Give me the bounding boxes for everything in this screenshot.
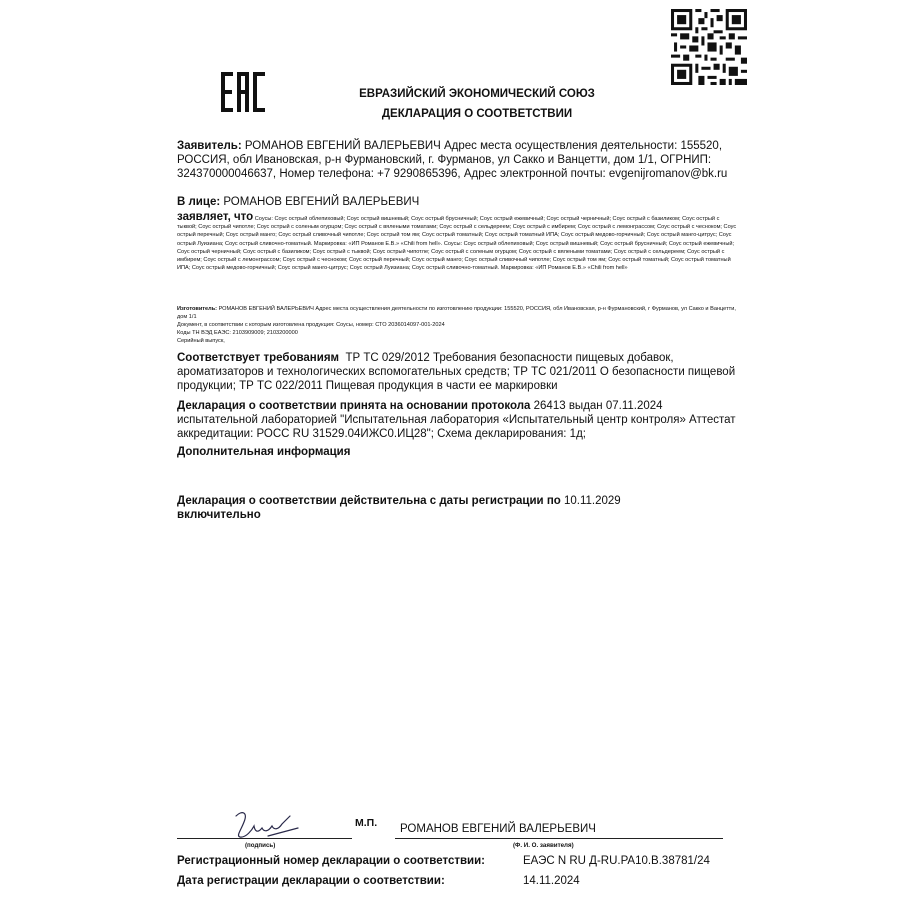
manufacturer-block bbox=[177, 306, 737, 346]
person-block bbox=[177, 196, 419, 208]
signature-line bbox=[177, 838, 352, 839]
registration-date: 14.11.2024 bbox=[523, 875, 580, 887]
signatory-name: РОМАНОВ ЕВГЕНИЙ ВАЛЕРЬЕВИЧ bbox=[400, 823, 596, 835]
applicant-label: Заявитель: bbox=[177, 140, 242, 152]
signature-image bbox=[228, 808, 300, 840]
manufacturer-text: РОМАНОВ ЕВГЕНИЙ ВАЛЕРЬЕВИЧ Адрес места осуществления деятельности по изготовлению продукции: 155520, РОССИЯ, обл Ивановская, р-н Фурмановский, г Фурманов, ул Сакко и Ванцетти, дом 1/1 bbox=[177, 306, 736, 320]
manufacturer-label: Изготовитель: bbox=[177, 306, 217, 312]
declares-products: Соусы: Соус острый облепиховый; Соус острый вишневый; Соус острый брусничный; Соус острый ежевичный; Соус острый черничный; Соус острый с базиликом; Соус острый с тыквой; Соус острый чипотле; Соус острый с соленым огурцом; Соус острый с вялеными томатами; Соус острый с сельдереем; Соус острый с имбирем; Соус острый с лемонграссом; Соус острый с чесноком; Соус острый перечный; Соус острый манго; Соус острый сливочный чипотле; Соус острый том ям; Соус острый томатный; Соус острый томатный ИПА; Соус острый медово-горчичный; Соус острый манго-цитрус; Соус острый Луизиана; Соус острый сливочно-томатный. Маркировка: «ИП Романов Е.В.» «Chili from hell». Соусы: Соус острый облепиховый; Соус острый вишневый; Соус острый брусничный; Соус острый ежевичный; Соус острый черничный; Соус острый с базиликом; Соус острый с тыквой; Соус острый чипотле; Соус острый с соленым огурцом; Соус острый с вялеными томатами; Соус острый с сельдереем; Соус острый с имбирем; Соус острый с лемонграссом; Соус острый с чесноком; Соус острый перечный; Соус острый манго; Соус острый сливочный чипотле; Соус острый том ям; Соус острый томатный; Соус острый томатный ИПА; Соус острый медово-горчичный; Соус острый манго-цитрус; Соус острый Луизиана; Соус острый сливочно-томатный. Маркировка: «ИП Романов Е.В.» «Chili from hell» bbox=[177, 216, 737, 272]
basis-text: 26413 выдан 07.11.2024 испытательной лабораторией "Испытательная лаборатория «Испытательный центр контроля» Аттестат аккредитации: РОСС RU 31529.04ИЖС0.ИЦ28"; Схема декларирования: 1д; bbox=[177, 400, 736, 441]
manufacturer-codes: Коды ТН ВЭД ЕАЭС: 2103909009; 2103200000 bbox=[177, 329, 298, 336]
validity-date: 10.11.2029 bbox=[564, 495, 621, 507]
basis-block bbox=[177, 399, 737, 442]
additional-info-heading: Дополнительная информация bbox=[177, 446, 351, 458]
signature-caption: (подпись) bbox=[245, 842, 276, 849]
union-title: ЕВРАЗИЙСКИЙ ЭКОНОМИЧЕСКИЙ СОЮЗ bbox=[359, 88, 595, 100]
registration-number-label: Регистрационный номер декларации о соответствии: bbox=[177, 855, 486, 867]
manufacturer-doc: Документ, в соответствии с которым изготовлена продукция: Соусы, номер: СТО 2036014097-001-2024 bbox=[177, 321, 445, 328]
validity-suffix: включительно bbox=[177, 509, 261, 522]
conformity-label: Соответствует требованиям bbox=[177, 352, 340, 364]
person-label: В лице: bbox=[177, 196, 221, 208]
declares-block bbox=[177, 213, 737, 272]
person-name: РОМАНОВ ЕВГЕНИЙ ВАЛЕРЬЕВИЧ bbox=[223, 196, 420, 208]
conformity-block bbox=[177, 351, 737, 394]
basis-label: Декларация о соответствии принята на основании протокола bbox=[177, 400, 531, 412]
name-caption: (Ф. И. О. заявителя) bbox=[513, 842, 574, 849]
applicant-block bbox=[177, 139, 737, 182]
registration-date-label: Дата регистрации декларации о соответствии: bbox=[177, 875, 445, 887]
qr-code-icon bbox=[671, 9, 747, 85]
conformity-text: ТР ТС 029/2012 Требования безопасности пищевых добавок, ароматизаторов и технологических вспомогательных средств; ТР ТС 021/2011 О безопасности пищевой продукции; ТР ТС 022/2011 Пищевая продукция в части ее маркировки bbox=[177, 352, 736, 393]
registration-number: ЕАЭС N RU Д-RU.PA10.B.38781/24 bbox=[523, 855, 710, 867]
validity-block bbox=[177, 494, 737, 522]
declares-label: заявляет, что bbox=[177, 211, 254, 223]
validity-label: Декларация о соответствии действительна с даты регистрации по bbox=[177, 495, 561, 507]
stamp-place-label: М.П. bbox=[355, 817, 378, 829]
name-line bbox=[395, 838, 723, 839]
manufacturer-serial: Серийный выпуск, bbox=[177, 337, 225, 344]
document-title: ДЕКЛАРАЦИЯ О СООТВЕТСТВИИ bbox=[381, 108, 573, 120]
applicant-text: РОМАНОВ ЕВГЕНИЙ ВАЛЕРЬЕВИЧ Адрес места осуществления деятельности: 155520, РОССИЯ, обл Ивановская, р-н Фурмановский, г. Фурманов, ул Сакко и Ванцетти, дом 1/1, ОГРНИП: 324370000046637, Номер телефона: +7 9290865396, Адрес электронной почты: evgenijromanov@bk.ru bbox=[177, 140, 728, 181]
